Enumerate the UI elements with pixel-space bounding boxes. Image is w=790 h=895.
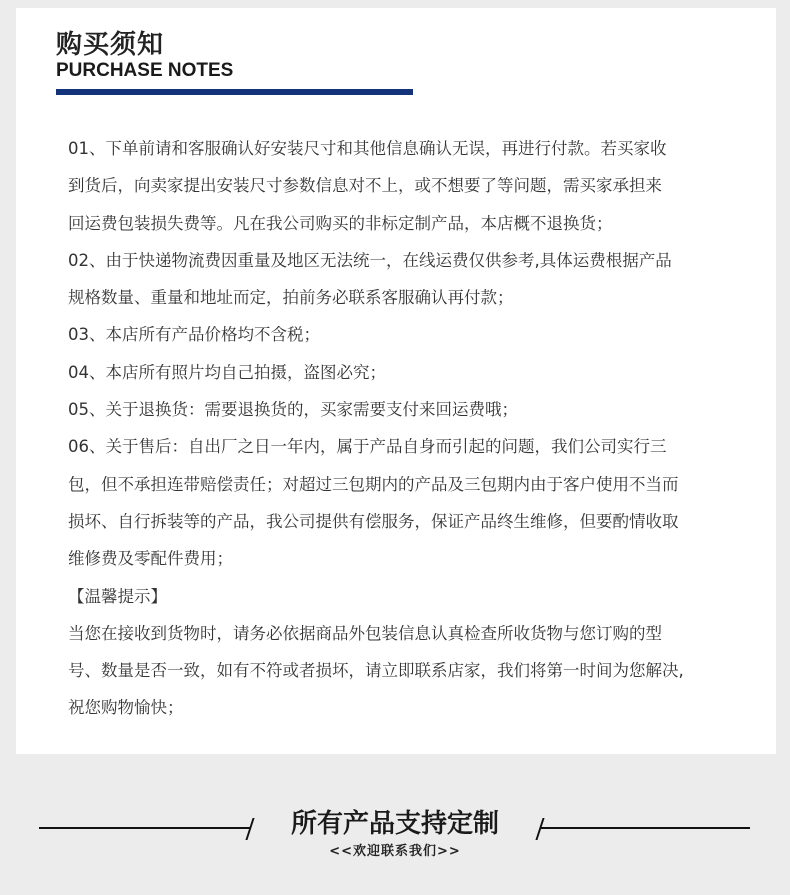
warm-tip-heading: 【温馨提示】 xyxy=(68,586,167,606)
footer-banner xyxy=(0,754,790,895)
title-underline-bar xyxy=(56,89,413,95)
note-line: 包，但不承担连带赔偿责任；对超过三包期内的产品及三包期内由于客户使用不当而 xyxy=(68,474,679,494)
note-line: 当您在接收到货物时，请务必依据商品外包装信息认真检查所收货物与您订购的型 xyxy=(68,623,662,643)
footer-divider-right xyxy=(541,827,750,829)
note-line: 号、数量是否一致，如有不符或者损坏，请立即联系店家，我们将第一时间为您解决, xyxy=(68,661,684,681)
note-line: 02、由于快递物流费因重量及地区无法统一，在线运费仅供参考,具体运费根据产品 xyxy=(68,250,672,270)
note-line: 祝您购物愉快； xyxy=(68,698,184,718)
note-line: 03、本店所有产品价格均不含税； xyxy=(68,325,320,345)
note-line: 到货后，向卖家提出安装尺寸参数信息对不上，或不想要了等问题，需买家承担来 xyxy=(68,176,662,196)
page-title: 购买须知 xyxy=(56,30,165,60)
note-line: 06、关于售后：自出厂之日一年内，属于产品自身而引起的问题，我们公司实行三 xyxy=(68,437,667,457)
footer-title: 所有产品支持定制 xyxy=(290,809,499,839)
page-subtitle: PURCHASE NOTES xyxy=(56,60,234,81)
note-line: 04、本店所有照片均自己拍摄，盗图必究； xyxy=(68,362,386,382)
note-line: 05、关于退换货：需要退换货的，买家需要支付来回运费哦； xyxy=(68,400,518,420)
purchase-notes-card xyxy=(16,8,776,754)
note-line: 损坏、自行拆装等的产品，我公司提供有偿服务，保证产品终生维修，但要酌情收取 xyxy=(68,511,679,531)
notes-list xyxy=(68,130,758,727)
note-line: 回运费包装损失费等。凡在我公司购买的非标定制产品，本店概不退换货； xyxy=(68,213,613,233)
note-line: 规格数量、重量和地址而定，拍前务必联系客服确认再付款； xyxy=(68,288,514,308)
note-line: 01、下单前请和客服确认好安装尺寸和其他信息确认无误，再进行付款。若买家收 xyxy=(68,139,667,158)
note-line: 维修费及零配件费用； xyxy=(68,549,233,569)
footer-subtitle: <<欢迎联系我们>> xyxy=(329,844,461,859)
